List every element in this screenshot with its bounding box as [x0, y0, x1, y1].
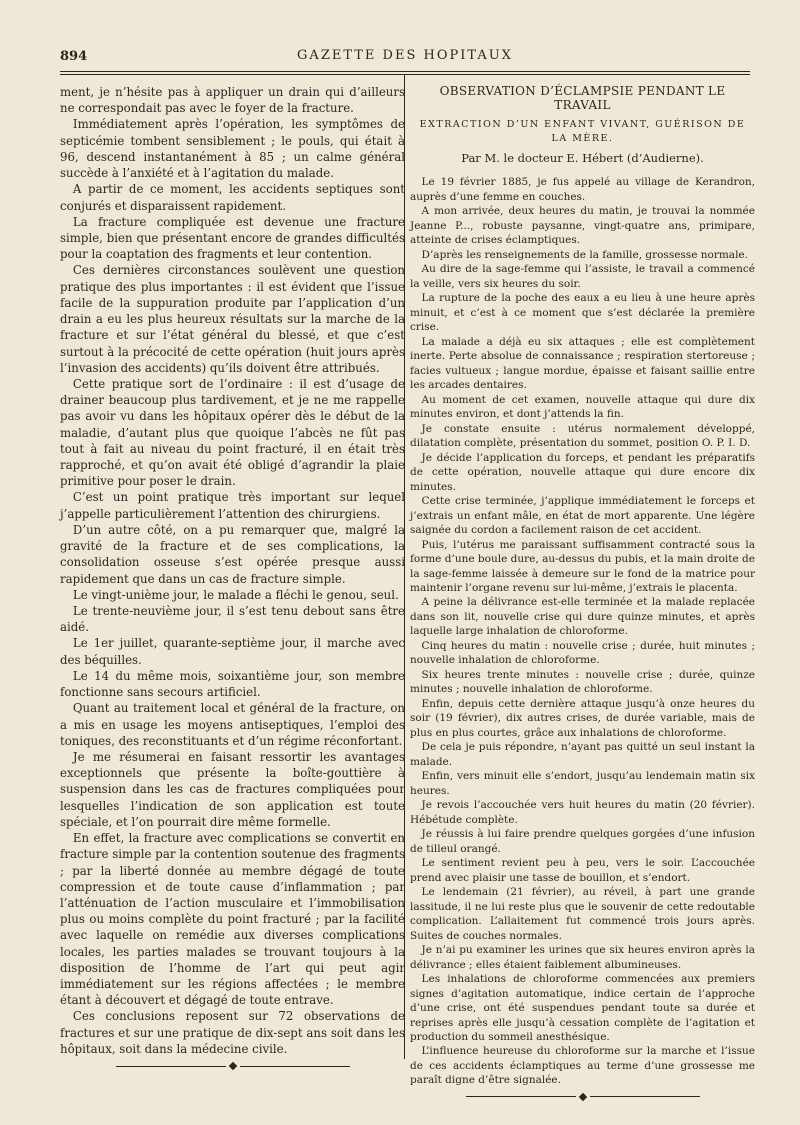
right-paragraph: Je n’ai pu examiner les urines que six heures environ après la délivrance ; elles étaient faiblement albumineuses.: [410, 944, 755, 971]
left-paragraph: Le 14 du même mois, soixantième jour, son membre fonctionne sans secours artificiel.: [60, 668, 405, 700]
article-subtitle: EXTRACTION D’UN ENFANT VIVANT, GUÉRISON DE LA MÈRE.: [419, 118, 746, 145]
right-paragraph: L’influence heureuse du chloroforme sur la marche et l’issue de ces accidents éclamptiques au terme d’une grossesse me paraît digne d’être signalée.: [410, 1045, 755, 1087]
right-paragraph: Six heures trente minutes : nouvelle crise ; durée, quinze minutes ; nouvelle inhalation de chloroforme.: [410, 668, 755, 696]
right-paragraph: Je décide l’application du forceps, et pendant les préparatifs de cette opération, nouvelle attaque qui dure encore dix minutes.: [410, 451, 755, 493]
header-rule-top: [60, 71, 750, 72]
page-number: 894: [60, 49, 88, 64]
left-paragraph: Le vingt-unième jour, le malade a fléchi le genou, seul.: [72, 587, 399, 602]
ornament-line: [240, 1066, 350, 1067]
ornament-line: [466, 1096, 576, 1097]
left-paragraph: C’est un point pratique très important sur lequel j’appelle particulièrement l’attention des chirurgiens.: [60, 490, 405, 521]
page-header: [60, 46, 750, 66]
right-paragraph: La malade a déjà eu six attaques ; elle est complètement inerte. Perte absolue de connaissance ; respiration stertoreuse ; facies vultueux ; langue mordue, épaisse et faisant saillie entre les arcades dentaires.: [410, 335, 755, 392]
right-paragraph: De cela je puis répondre, n’ayant pas quitté un seul instant la malade.: [410, 741, 755, 768]
left-paragraph: Je me résumerai en faisant ressortir les avantages exceptionnels que présente la boîte-gouttière à suspension dans les cas de fractures compliquées pour lesquelles l’indication de son application est toute spéciale, et l’on pourrait dire même formelle.: [60, 749, 405, 829]
right-paragraph: Je revois l’accouchée vers huit heures du matin (20 février). Hébétude complète.: [410, 799, 755, 826]
left-paragraph: Ces conclusions reposent sur 72 observations de fractures et sur une pratique de dix-sept ans soit dans les hôpitaux, soit dans la médecine civile.: [60, 1009, 405, 1056]
ornament-diamond: [578, 1093, 586, 1101]
right-paragraph: Le sentiment revient peu à peu, vers le soir. L’accouchée prend avec plaisir une tasse de bouillon, et s’endort.: [410, 857, 755, 884]
right-paragraph: Le lendemain (21 février), au réveil, à part une grande lassitude, il ne lui reste plus que le souvenir de cette redoutable complication. L’allaitement fut commencé trois jours après. Suites de couches normales.: [410, 886, 755, 942]
right-paragraph: Enfin, depuis cette dernière attaque jusqu’à onze heures du soir (19 février), dix autres crises, de durée variable, mais de plus en plus courtes, grâce aux inhalations de chloroforme.: [410, 697, 755, 739]
right-paragraph: Enfin, vers minuit elle s’endort, jusqu’au lendemain matin six heures.: [410, 770, 755, 797]
left-paragraph: Immédiatement après l’opération, les symptômes de septicémie tombent sensiblement ; le pouls, qui était à 96, descend instantanément à 85 ; un calme général succède à l’anxiété et à l’agitation du malade.: [60, 117, 405, 181]
right-paragraph: Je constate ensuite : utérus normalement développé, dilatation complète, présentation du sommet, position O. P. I. D.: [410, 422, 755, 450]
left-paragraph: Le 1er juillet, quarante-septième jour, il marche avec des béquilles.: [60, 636, 405, 667]
header-rule-bottom: [60, 74, 750, 75]
left-paragraph: Quant au traitement local et général de la fracture, on a mis en usage les moyens antiseptiques, l’emploi des toniques, des reconstituants et d’un régime réconfortant.: [60, 701, 405, 748]
left-paragraph: D’un autre côté, on a pu remarquer que, malgré la gravité de la fracture et de ses complications, la consolidation osseuse s’est opérée presque aussi rapidement que dans un cas de fracture simple.: [60, 522, 405, 586]
right-paragraph: Je réussis à lui faire prendre quelques gorgées d’une infusion de tilleul orangé.: [410, 828, 755, 855]
right-paragraph: Au dire de la sage-femme qui l’assiste, le travail a commencé la veille, vers six heures du soir.: [410, 263, 755, 290]
right-paragraph: Au moment de cet examen, nouvelle attaque qui dure dix minutes environ, et dont j’attends la fin.: [410, 393, 755, 421]
left-paragraph: A partir de ce moment, les accidents septiques sont conjurés et disparaissent rapidement.: [60, 182, 405, 213]
right-column: [410, 84, 755, 1102]
right-paragraph: Le 19 février 1885, je fus appelé au village de Kerandron, auprès d’une femme en couches.: [410, 176, 755, 203]
right-paragraph: A peine la délivrance est-elle terminée et la malade replacée dans son lit, nouvelle crise qui dure quinze minutes, et après laquelle large inhalation de chloroforme.: [410, 596, 755, 638]
right-paragraph: A mon arrivée, deux heures du matin, je trouvai la nommée Jeanne P..., robuste paysanne, vingt-quatre ans, primipare, atteinte de crises éclamptiques.: [410, 205, 755, 247]
left-paragraph: La fracture compliquée est devenue une fracture simple, bien que présentant encore de grandes difficultés pour la coaptation des fragments et leur contention.: [60, 214, 405, 262]
left-paragraph: En effet, la fracture avec complications se convertit en fracture simple par la contention soutenue des fragments ; par la liberté donnée au membre dégagé de toute compression et de toute cause d’inflammation ; par l’atténuation de l’action musculaire et l’immobilisation plus ou moins complète du point fracturé ; par la facilité avec laquelle on remédie aux diverses complications locales, les parties malades se trouvant toujours à la disposition de l’homme de l’art qui peut agir immédiatement sur les régions affectées ; le membre étant à découvert et dégagé de toute entrave.: [60, 831, 405, 1008]
left-paragraph: Cette pratique sort de l’ordinaire : il est d’usage de drainer beaucoup plus tardivement, et je ne me rappelle pas avoir vu dans les hôpitaux opérer dès le début de la maladie, d’autant plus que quoique l’abcès ne fût pas tout à fait au niveau du point fracturé, il en était très rapproché, et qu’on avait été obligé d’agrandir la plaie primitive pour poser le drain.: [60, 376, 405, 489]
left-paragraph: Ces dernières circonstances soulèvent une question pratique des plus importantes : il est évident que l’issue facile de la suppuration produite par l’application d’un drain a eu les plus heureux résultats sur la marche de la fracture et sur l’état général du blessé, et que c’est surtout à la précocité de cette opération (huit jours après l’invasion des accidents) qu’ils doivent être attribués.: [60, 263, 405, 375]
section-end-ornament: [60, 1061, 405, 1071]
ornament-line: [590, 1096, 700, 1097]
left-column: [60, 84, 405, 1071]
left-paragraph: Le trente-neuvième jour, il s’est tenu debout sans être aidé.: [60, 604, 405, 635]
right-paragraph: D’après les renseignements de la famille, grossesse normale.: [421, 248, 748, 261]
ornament-line: [116, 1066, 226, 1067]
left-paragraph: ment, je n’hésite pas à appliquer un drain qui d’ailleurs ne correspondait pas avec le foyer de la fracture.: [60, 85, 405, 116]
right-paragraph: La rupture de la poche des eaux a eu lieu à une heure après minuit, et c’est à ce moment que s’est déclarée la première crise.: [410, 292, 755, 334]
section-end-ornament: [410, 1092, 755, 1102]
right-paragraph: Cette crise terminée, j’applique immédiatement le forceps et j’extrais un enfant mâle, en état de mort apparente. Une légère saignée du cordon a facilement raison de cet accident.: [410, 495, 755, 537]
right-paragraph: Puis, l’utérus me paraissant suffisamment contracté sous la forme d’une boule dure, au-dessus du pubis, et la main droite de la sage-femme laissée à demeure sur le fond de la matrice pour maintenir l’organe revenu sur lui-même, j’extrais le placenta.: [410, 538, 755, 594]
article-author: Par M. le docteur E. Hébert (d’Audierne).: [461, 150, 704, 165]
article-title: OBSERVATION D’ÉCLAMPSIE PENDANT LE TRAVAIL: [439, 84, 726, 113]
right-paragraph: Cinq heures du matin : nouvelle crise ; durée, huit minutes ; nouvelle inhalation de chloroforme.: [410, 639, 755, 667]
running-title: GAZETTE DES HOPITAUX: [297, 48, 513, 63]
ornament-diamond: [228, 1062, 236, 1070]
right-paragraph: Les inhalations de chloroforme commencées aux premiers signes d’agitation automatique, indice certain de l’approche d’une crise, ont été suspendues pendant toute sa durée et reprises après elle jusqu’à cessation complète de l’agitation et production du sommeil anesthésique.: [410, 973, 755, 1043]
